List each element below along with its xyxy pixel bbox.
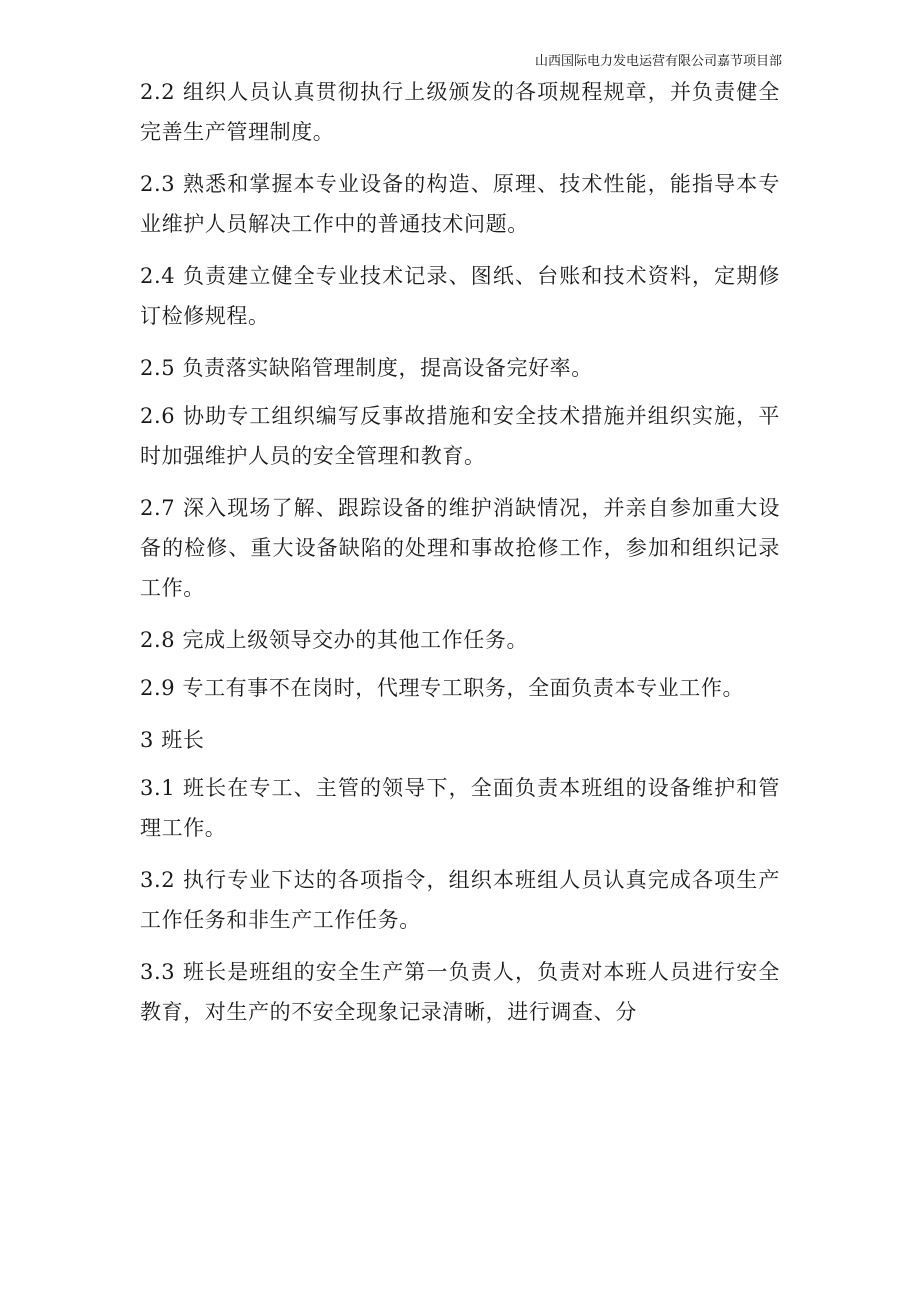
- paragraph-2-7: 2.7 深入现场了解、跟踪设备的维护消缺情况，并亲自参加重大设备的检修、重大设备缺陷的处理和事故抢修工作，参加和组织记录工作。: [140, 496, 780, 600]
- document-body: [140, 72, 780, 1044]
- paragraph-2-4: 2.4 负责建立健全专业技术记录、图纸、台账和技术资料，定期修订检修规程。: [140, 264, 780, 328]
- paragraph-2-9: 2.9 专工有事不在岗时，代理专工职务，全面负责本专业工作。: [140, 676, 745, 700]
- paragraph-3-3: 3.3 班长是班组的安全生产第一负责人，负责对本班人员进行安全教育，对生产的不安全现象记录清晰，进行调查、分: [140, 960, 780, 1024]
- paragraph-2-3: 2.3 熟悉和掌握本专业设备的构造、原理、技术性能，能指导本专业维护人员解决工作中的普通技术问题。: [140, 172, 780, 236]
- paragraph-2-5: 2.5 负责落实缺陷管理制度，提高设备完好率。: [140, 356, 593, 380]
- paragraph-3-2: 3.2 执行专业下达的各项指令，组织本班组人员认真完成各项生产工作任务和非生产工作任务。: [140, 868, 780, 932]
- page-header-org: 山西国际电力发电运营有限公司嘉节项目部: [534, 54, 782, 69]
- paragraph-2-6: 2.6 协助专工组织编写反事故措施和安全技术措施并组织实施，平时加强维护人员的安全管理和教育。: [140, 404, 780, 468]
- paragraph-3-1: 3.1 班长在专工、主管的领导下，全面负责本班组的设备维护和管理工作。: [140, 776, 780, 840]
- section-heading-3: 3 班长: [140, 728, 205, 752]
- paragraph-2-2: 2.2 组织人员认真贯彻执行上级颁发的各项规程规章，并负责健全完善生产管理制度。: [140, 80, 780, 144]
- paragraph-2-8: 2.8 完成上级领导交办的其他工作任务。: [140, 628, 529, 652]
